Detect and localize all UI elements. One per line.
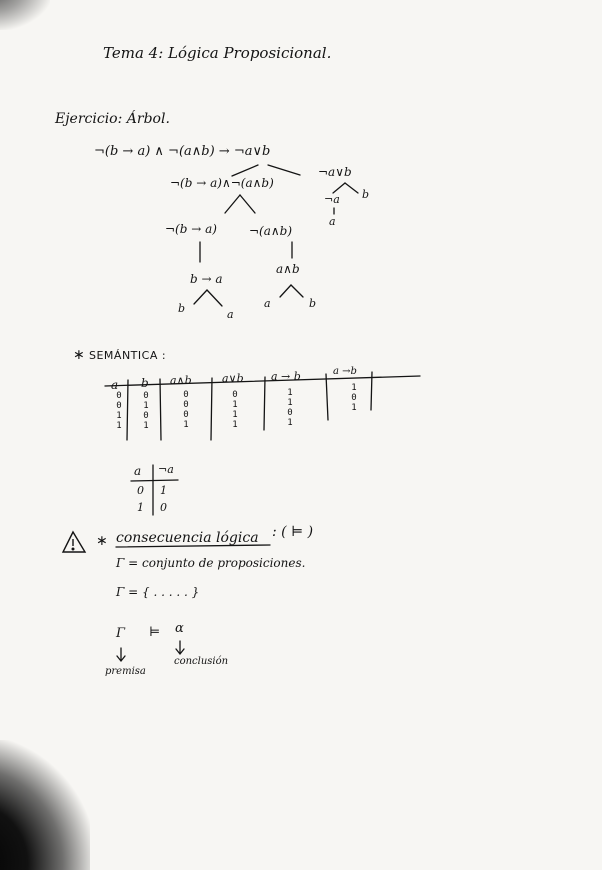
tt-header-a-and-b: a∧b — [170, 374, 192, 387]
tree-leaf-a1: a — [227, 308, 234, 321]
neg-header-a: a — [134, 464, 142, 478]
consequence-heading: consecuencia lógica — [116, 530, 259, 546]
tree-leaf-a2: a — [264, 297, 271, 310]
gamma-definition: Γ = conjunto de proposiciones. — [116, 556, 306, 570]
tt-header-a: a — [111, 378, 119, 392]
tt-column-a-implies-b: 1 1 0 1 — [287, 388, 293, 428]
tree-branch-line — [333, 183, 345, 193]
tree-branch-line — [232, 165, 258, 176]
tree-branch-line — [280, 285, 291, 297]
asterisk-bullet: ∗ — [96, 533, 108, 549]
neg-cell: 0 — [160, 501, 167, 514]
semantics-heading: SEMÁNTICA : — [89, 349, 167, 362]
tree-branch-line — [207, 290, 222, 306]
table-rule — [160, 379, 161, 440]
tree-branch-line — [291, 285, 303, 297]
tree-root: ¬(b → a) ∧ ¬(a∧b) → ¬a∨b — [94, 144, 271, 159]
neg-cell: 0 — [137, 484, 144, 497]
entail-turnstile: ⊨ — [149, 625, 161, 640]
page-title: Tema 4: Lógica Proposicional. — [103, 44, 332, 62]
asterisk-bullet: ∗ — [73, 347, 85, 363]
tree-right-branch: ¬a∨b — [318, 165, 352, 179]
gamma-set: Γ = { . . . . . } — [116, 585, 200, 599]
tt-column-b: 0 1 0 1 — [143, 391, 149, 431]
table-rule — [211, 378, 212, 440]
tt-column-a: 0 0 1 1 — [116, 391, 122, 431]
tree-node-neg-a-and-b: ¬(a∧b) — [249, 224, 293, 238]
tree-branch-line — [345, 183, 358, 193]
table-rule — [326, 374, 328, 420]
tt-column-a-or-b: 0 1 1 1 — [232, 390, 238, 430]
consequence-symbol: : ( ⊨ ) — [272, 524, 314, 540]
tt-header-a-or-b: a∨b — [222, 372, 244, 385]
table-rule — [127, 380, 128, 440]
tree-leaf-b2: b — [309, 297, 317, 310]
neg-table-rule — [131, 480, 178, 481]
tree-branch-line — [240, 195, 255, 213]
neg-cell: 1 — [137, 501, 144, 514]
entail-gamma: Γ — [116, 626, 126, 641]
tt-header-b: b — [141, 376, 149, 390]
tree-right-left-child: a — [329, 215, 336, 228]
conclusion-label: conclusión — [174, 656, 229, 667]
tree-left-branch: ¬(b → a)∧¬(a∧b) — [170, 176, 274, 190]
tt-column-extra: 1 0 1 — [351, 383, 357, 413]
tree-right-right: b — [362, 188, 370, 201]
premise-label: premisa — [105, 666, 146, 677]
entail-alpha: α — [175, 621, 184, 636]
table-rule — [264, 377, 265, 430]
warning-triangle-icon — [63, 532, 85, 552]
tree-right-left: ¬a — [324, 193, 340, 206]
tree-node-a-and-b: a∧b — [276, 262, 300, 276]
tt-header-a-implies-b: a → b — [271, 370, 301, 383]
tree-branch-line — [194, 290, 207, 304]
tt-column-a-and-b: 0 0 0 1 — [183, 390, 189, 430]
neg-cell: 1 — [160, 484, 167, 497]
tree-node-neg-b-to-a: ¬(b → a) — [165, 222, 217, 236]
table-header-rule — [105, 376, 420, 386]
tree-branch-line — [225, 195, 240, 213]
tree-node-b-to-a: b → a — [190, 272, 223, 286]
exercise-heading: Ejercicio: Árbol. — [55, 111, 170, 127]
neg-header-not-a: ¬a — [158, 463, 174, 476]
tree-leaf-b1: b — [178, 302, 186, 315]
tree-branch-line — [268, 165, 300, 175]
tt-header-extra: a →b — [333, 366, 357, 377]
